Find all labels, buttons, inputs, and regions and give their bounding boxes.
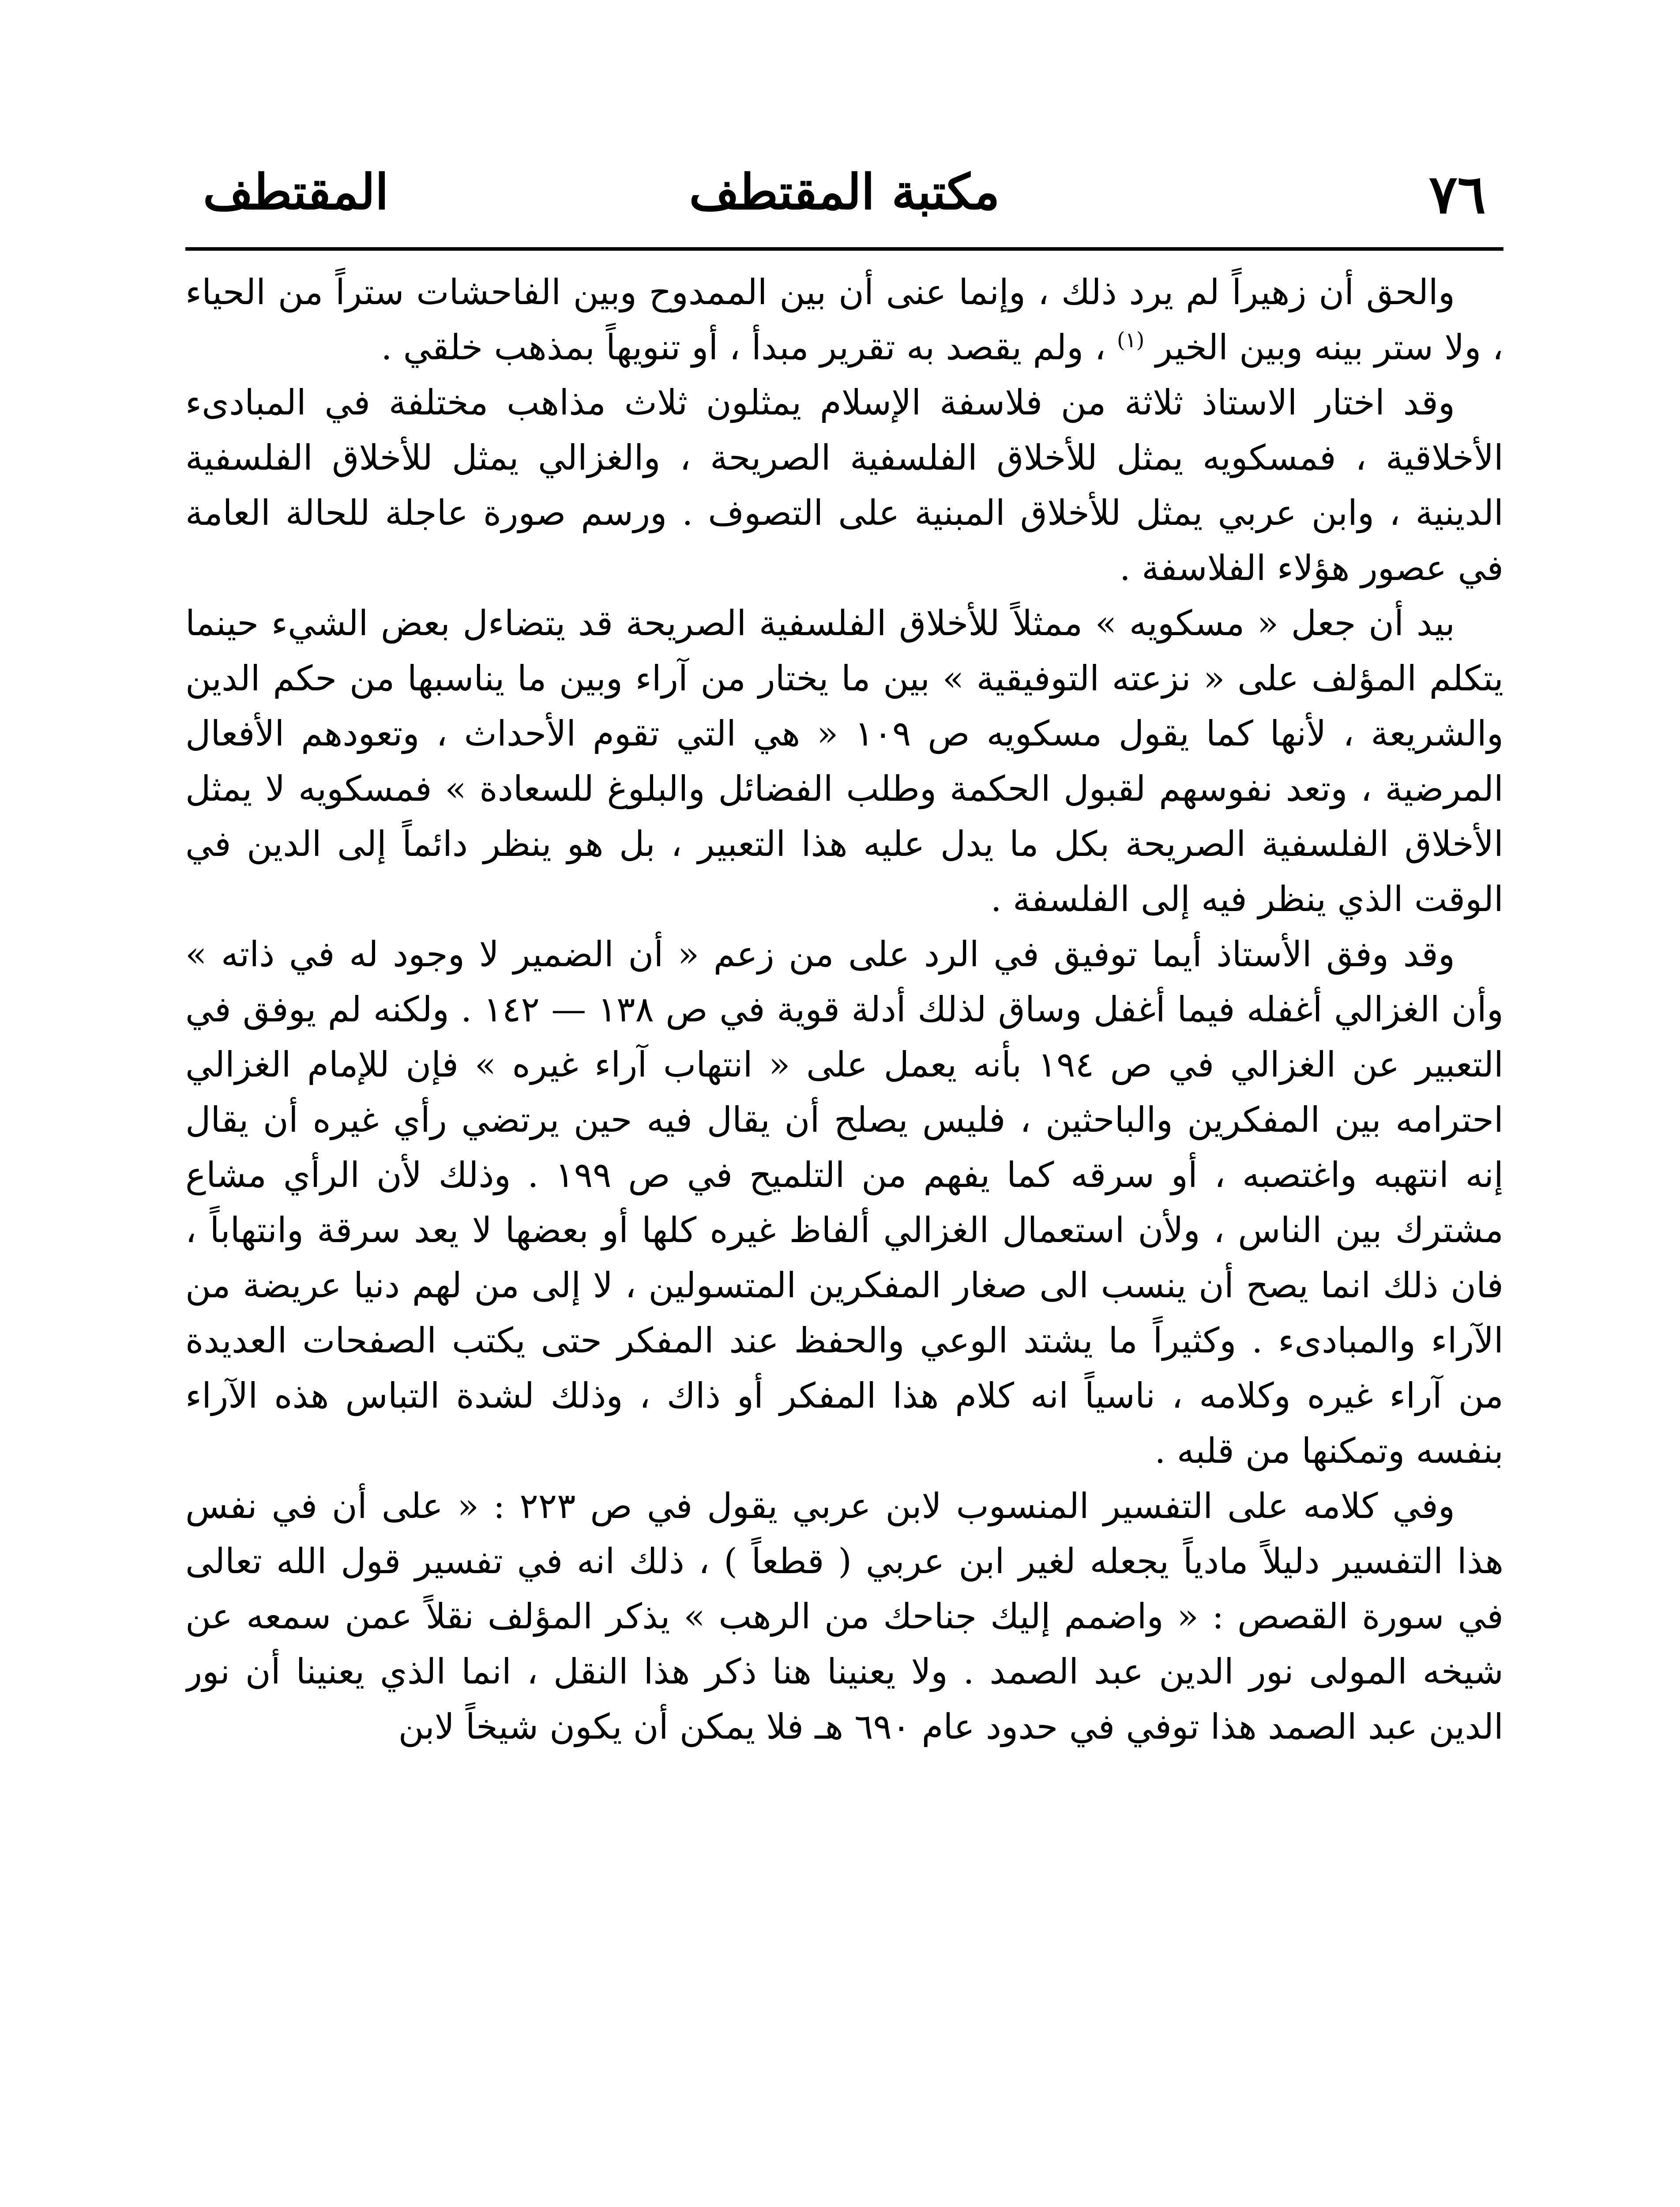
page-number: ٧٦ [1429, 163, 1486, 226]
running-head: المقتطف [203, 163, 389, 220]
paragraph [185, 265, 1503, 375]
paragraph: بيد أن جعل « مسكويه » ممثلاً للأخلاق الفلسفية الصريحة قد يتضاءل بعض الشيء حينما يتكلم المؤلف على « نزعته التوفيقية » بين ما يختار من آراء وبين ما يناسبها من حكم الدين والشريعة ، لأنها كما يقول مسكويه ص ١٠٩ « هي التي تقوم الأحداث ، وتعودهم الأفعال المرضية ، وتعد نفوسهم لقبول الحكمة وطلب الفضائل والبلوغ للسعادة » فمسكويه لا يمثل الأخلاق الفلسفية الصريحة بكل ما يدل عليه هذا التعبير ، بل هو ينظر دائماً إلى الدين في الوقت الذي ينظر فيه إلى الفلسفة . [185, 603, 1503, 919]
footnote-marker: (١) [1116, 328, 1145, 353]
page-header [185, 159, 1503, 230]
paragraph-text: والحق أن زهيراً لم يرد ذلك ، وإنما عنى أن بين الممدوح وبين الفاحشات ستراً من الحياء ، ولا ستر بينه وبين الخير [185, 272, 1503, 368]
book-title: مكتبة المقتطف [689, 163, 1000, 220]
header-rule [185, 247, 1503, 251]
main-text [185, 265, 1503, 2185]
paragraph: وقد وفق الأستاذ أيما توفيق في الرد على من زعم « أن الضمير لا وجود له في ذاته » وأن الغزالي أغفله فيما أغفل وساق لذلك أدلة قوية في ص ١٣٨ — ١٤٢ . ولكنه لم يوفق في التعبير عن الغزالي في ص ١٩٤ بأنه يعمل على « انتهاب آراء غيره » فإن للإمام الغزالي احترامه بين المفكرين والباحثين ، فليس يصلح أن يقال فيه حين يرتضي رأي غيره أن يقال إنه انتهبه واغتصبه ، أو سرقه كما يفهم من التلميح في ص ١٩٩ . وذلك لأن الرأي مشاع مشترك بين الناس ، ولأن استعمال الغزالي ألفاظ غيره كلها أو بعضها لا يعد سرقة وانتهاباً ، فان ذلك انما يصح أن ينسب الى صغار المفكرين المتسولين ، لا إلى من لهم دنيا عريضة من الآراء والمبادىء . وكثيراً ما يشتد الوعي والحفظ عند المفكر حتى يكتب الصفحات العديدة من آراء غيره وكلامه ، ناسياً انه كلام هذا المفكر أو ذاك ، وذلك لشدة التباس هذه الآراء بنفسه وتمكنها من قلبه . [185, 934, 1503, 1471]
paragraph: وفي كلامه على التفسير المنسوب لابن عربي يقول في ص ٢٢٣ : « على أن في نفس هذا التفسير دليلاً مادياً يجعله لغير ابن عربي ( قطعاً ) ، ذلك انه في تفسير قول الله تعالى في سورة القصص : « واضمم إليك جناحك من الرهب » يذكر المؤلف نقلاً عمن سمعه عن شيخه المولى نور الدين عبد الصمد . ولا يعنينا هنا ذكر هذا النقل ، انما الذي يعنينا أن نور الدين عبد الصمد هذا توفي في حدود عام ٦٩٠ هـ فلا يمكن أن يكون شيخاً لابن [185, 1486, 1503, 1747]
paragraph: وقد اختار الاستاذ ثلاثة من فلاسفة الإسلام يمثلون ثلاث مذاهب مختلفة في المبادىء الأخلاقية ، فمسكويه يمثل للأخلاق الفلسفية الصريحة ، والغزالي يمثل للأخلاق الفلسفية الدينية ، وابن عربي يمثل للأخلاق المبنية على التصوف . ورسم صورة عاجلة للحالة العامة في عصور هؤلاء الفلاسفة . [185, 382, 1503, 588]
paragraph-text: ، ولم يقصد به تقرير مبدأ ، أو تنويهاً بمذهب خلقي . [381, 327, 1117, 368]
